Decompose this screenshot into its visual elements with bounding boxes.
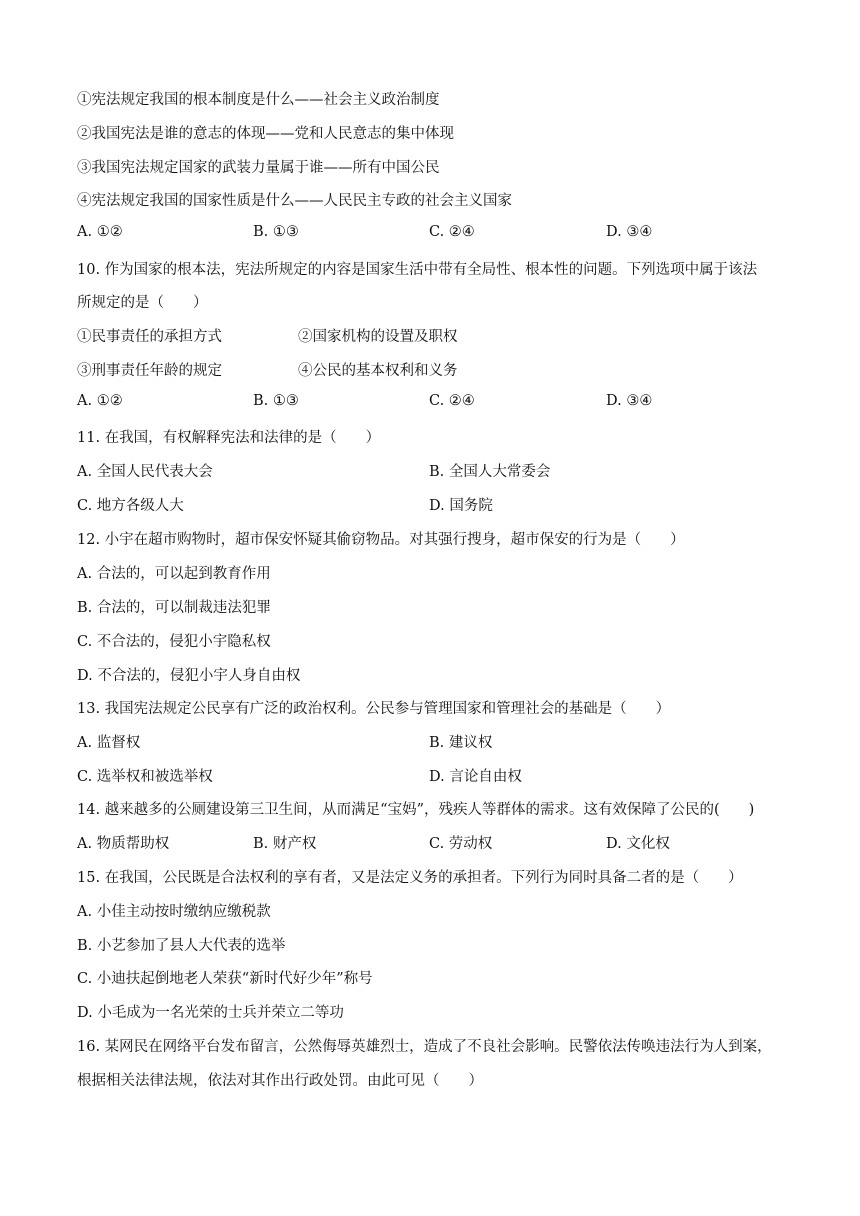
q11-option-b[interactable]: B. 全国人大常委会 [429,464,551,480]
q15-option-a[interactable]: A. 小佳主动按时缴纳应缴税款 [77,904,271,920]
q16-stem-line-1: 16. 某网民在网络平台发布留言，公然侮辱英雄烈士，造成了不良社会影响。民警依法传唤违法行为人到案， [77,1039,772,1055]
q11-option-a[interactable]: A. 全国人民代表大会 [77,464,213,480]
q10-stem-line-2: 所规定的是（ ） [77,295,208,311]
q13-option-c[interactable]: C. 选举权和被选举权 [77,769,213,785]
q15-option-d[interactable]: D. 小毛成为一名光荣的士兵并荣立二等功 [77,1005,344,1021]
q12-option-c[interactable]: C. 不合法的，侵犯小宇隐私权 [77,634,271,650]
q10-item-1: ①民事责任的承担方式 [77,329,222,345]
q9-item-2: ②我国宪法是谁的意志的体现——党和人民意志的集中体现 [77,126,454,142]
q13-option-a[interactable]: A. 监督权 [77,735,141,751]
q9-option-a[interactable]: A. ①② [77,224,123,240]
q12-option-a[interactable]: A. 合法的，可以起到教育作用 [77,566,271,582]
q15-option-c[interactable]: C. 小迪扶起倒地老人荣获“新时代好少年”称号 [77,971,373,987]
q14-stem: 14. 越来越多的公厕建设第三卫生间，从而满足“宝妈”，残疾人等群体的需求。这有效保障了公民的( ) [77,802,755,818]
q14-option-b[interactable]: B. 财产权 [253,836,317,852]
q14-option-c[interactable]: C. 劳动权 [429,836,493,852]
q9-option-b[interactable]: B. ①③ [253,224,299,240]
q13-option-d[interactable]: D. 言论自由权 [429,769,522,785]
q16-stem-line-2: 根据相关法律法规，依法对其作出行政处罚。由此可见（ ） [77,1073,483,1089]
q11-stem: 11. 在我国，有权解释宪法和法律的是（ ） [77,430,381,446]
q9-item-3: ③我国宪法规定国家的武装力量属于谁——所有中国公民 [77,160,440,176]
q10-item-4: ④公民的基本权利和义务 [298,363,458,379]
q9-item-4: ④宪法规定我国的国家性质是什么——人民民主专政的社会主义国家 [77,193,512,209]
q13-stem: 13. 我国宪法规定公民享有广泛的政治权利。公民参与管理国家和管理社会的基础是（ ） [77,701,671,717]
q11-option-d[interactable]: D. 国务院 [429,498,493,514]
q13-option-b[interactable]: B. 建议权 [429,735,493,751]
q10-option-b[interactable]: B. ①③ [253,393,299,409]
q12-stem: 12. 小宇在超市购物时，超市保安怀疑其偷窃物品。对其强行搜身，超市保安的行为是（ ） [77,532,685,548]
q9-option-d[interactable]: D. ③④ [606,224,653,240]
q10-stem-line-1: 10. 作为国家的根本法，宪法所规定的内容是国家生活中带有全局性、根本性的问题。下列选项中属于该法 [77,262,758,278]
q10-item-2: ②国家机构的设置及职权 [298,329,458,345]
q14-option-a[interactable]: A. 物质帮助权 [77,836,170,852]
q9-item-1: ①宪法规定我国的根本制度是什么——社会主义政治制度 [77,92,440,108]
q14-option-d[interactable]: D. 文化权 [606,836,670,852]
q10-option-c[interactable]: C. ②④ [429,393,475,409]
q10-option-a[interactable]: A. ①② [77,393,123,409]
q9-option-c[interactable]: C. ②④ [429,224,475,240]
q12-option-d[interactable]: D. 不合法的，侵犯小宇人身自由权 [77,668,301,684]
q10-option-d[interactable]: D. ③④ [606,393,653,409]
q15-option-b[interactable]: B. 小艺参加了县人大代表的选举 [77,938,286,954]
q12-option-b[interactable]: B. 合法的，可以制裁违法犯罪 [77,600,271,616]
q15-stem: 15. 在我国，公民既是合法权利的享有者，又是法定义务的承担者。下列行为同时具备二者的是（ ） [77,870,743,886]
q10-item-3: ③刑事责任年龄的规定 [77,363,222,379]
q11-option-c[interactable]: C. 地方各级人大 [77,498,184,514]
